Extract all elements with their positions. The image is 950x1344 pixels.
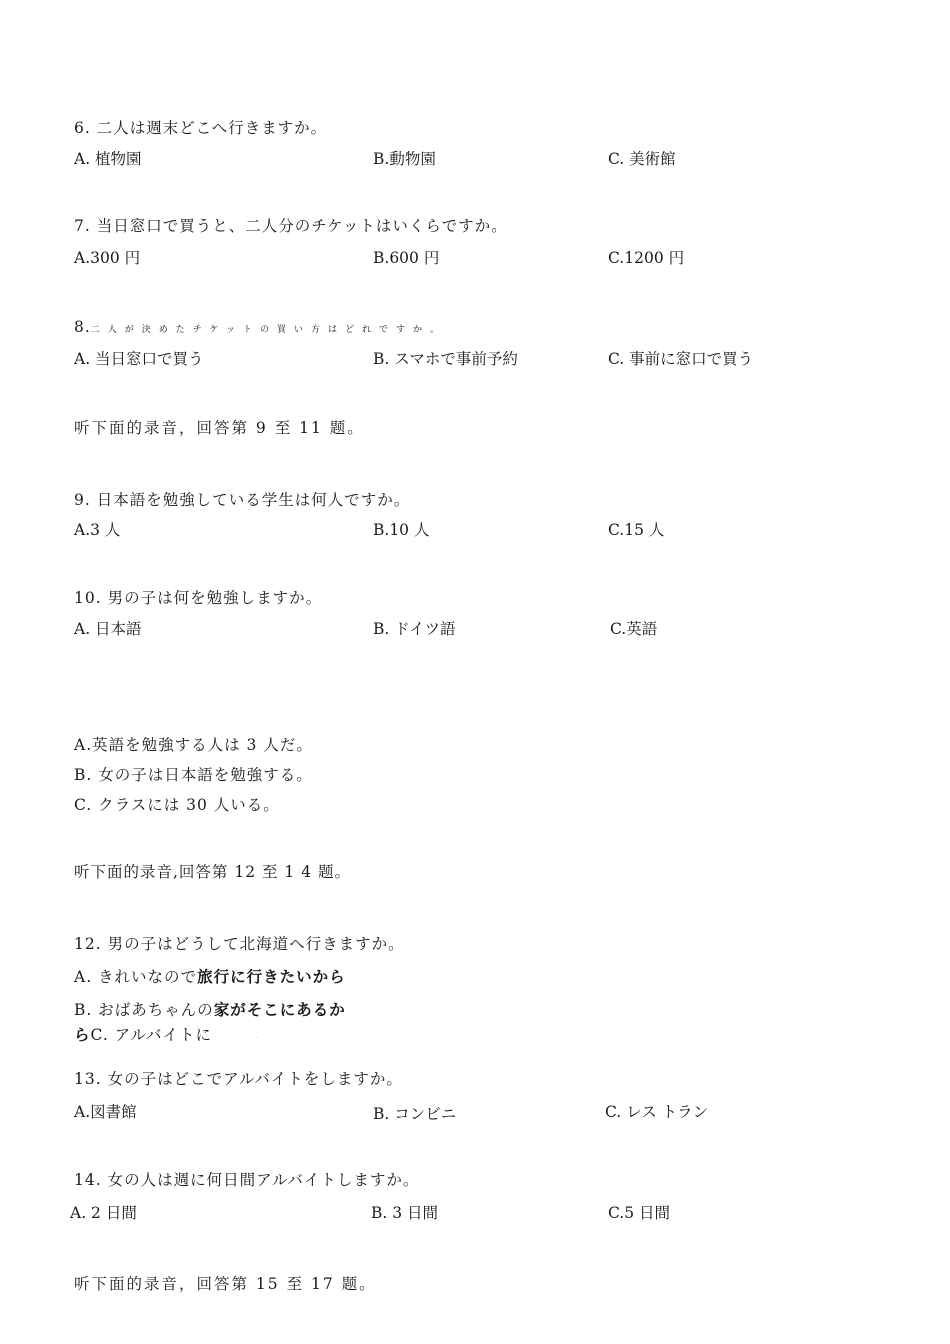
q14-question: 14. 女の人は週に何日間アルバイトしますか。 [74,1171,420,1189]
q12-faint-marks: ・・・・ [211,1035,268,1042]
q6-question: 6. 二人は週末どこへ行きますか。 [74,119,328,137]
q8-options [74,347,874,371]
q14-options [70,1201,874,1225]
q10-question: 10. 男の子は何を勉強しますか。 [74,589,323,607]
q8-option-c[interactable]: C. 事前に窓口で買う [608,350,754,368]
q11-option-a[interactable]: A.英語を勉強する人は 3 人だ。 [74,736,313,754]
q6-option-a[interactable]: A. 植物園 [74,150,142,168]
q7-question: 7. 当日窓口で買うと、二人分のチケットはいくらですか。 [74,217,508,235]
q12-option-b-bold: 家がそこにあるか [213,1001,346,1019]
q12-option-a-prefix: A. きれいなので [74,968,198,986]
q10-option-c[interactable]: C.英語 [610,620,658,638]
q13-option-c[interactable]: C. レス トラン [605,1103,709,1121]
q12-option-b-prefix: B. おばあちゃんの [74,1001,214,1019]
q7-option-b[interactable]: B.600 円 [373,249,440,267]
q12-option-a[interactable] [74,965,346,987]
q12-option-a-bold: 旅行に行きたいから [197,968,346,986]
q6-option-c[interactable]: C. 美術館 [608,150,676,168]
q8-number: 8. [74,318,91,336]
q12-option-b-tail: ら [74,1026,91,1044]
q14-option-a[interactable]: A. 2 日間 [70,1204,137,1222]
q11-option-b[interactable]: B. 女の子は日本語を勉強する。 [74,766,313,784]
q7-options [74,246,874,270]
q9-options [74,518,874,542]
q12-option-c[interactable]: C. アルバイトに [90,1026,212,1044]
q10-option-b[interactable]: B. ドイツ語 [373,620,456,638]
q6-options [74,147,874,171]
q12-question: 12. 男の子はどうして北海道へ行きますか。 [74,935,405,953]
q8-question-text: 二人が決めたチケットの買い方はどれですか。 [90,325,447,335]
section-heading-12-14: 听下面的录音,回答第 12 至 1 4 题。 [74,863,352,881]
q13-question: 13. 女の子はどこでアルバイトをしますか。 [74,1070,403,1088]
q9-option-c[interactable]: C.15 人 [608,521,665,539]
q8-question [74,318,447,336]
q10-options [74,617,874,641]
q6-option-b[interactable]: B.動物園 [373,150,436,168]
q13-option-a[interactable]: A.図書館 [74,1103,137,1121]
q13-options [74,1100,874,1124]
section-heading-9-11: 听下面的录音，回答第 9 至 11 题。 [74,419,365,437]
q12-option-b[interactable] [74,998,346,1020]
q10-option-a[interactable]: A. 日本語 [74,620,142,638]
q7-option-a[interactable]: A.300 円 [74,249,141,267]
q9-question: 9. 日本語を勉強している学生は何人ですか。 [74,491,411,509]
q9-option-a[interactable]: A.3 人 [74,521,121,539]
q11-option-c[interactable]: C. クラスには 30 人いる。 [74,796,280,814]
q14-option-b[interactable]: B. 3 日間 [371,1204,439,1222]
q13-option-b[interactable]: B. コンビニ [373,1105,457,1123]
q8-option-a[interactable]: A. 当日窓口で買う [74,350,204,368]
q7-option-c[interactable]: C.1200 円 [608,249,685,267]
q8-option-b[interactable]: B. スマホで事前予約 [373,350,518,368]
q12-option-c-line [74,1023,268,1045]
q14-option-c[interactable]: C.5 日間 [608,1204,671,1222]
q9-option-b[interactable]: B.10 人 [373,521,430,539]
section-heading-15-17: 听下面的录音，回答第 15 至 17 题。 [74,1275,377,1293]
